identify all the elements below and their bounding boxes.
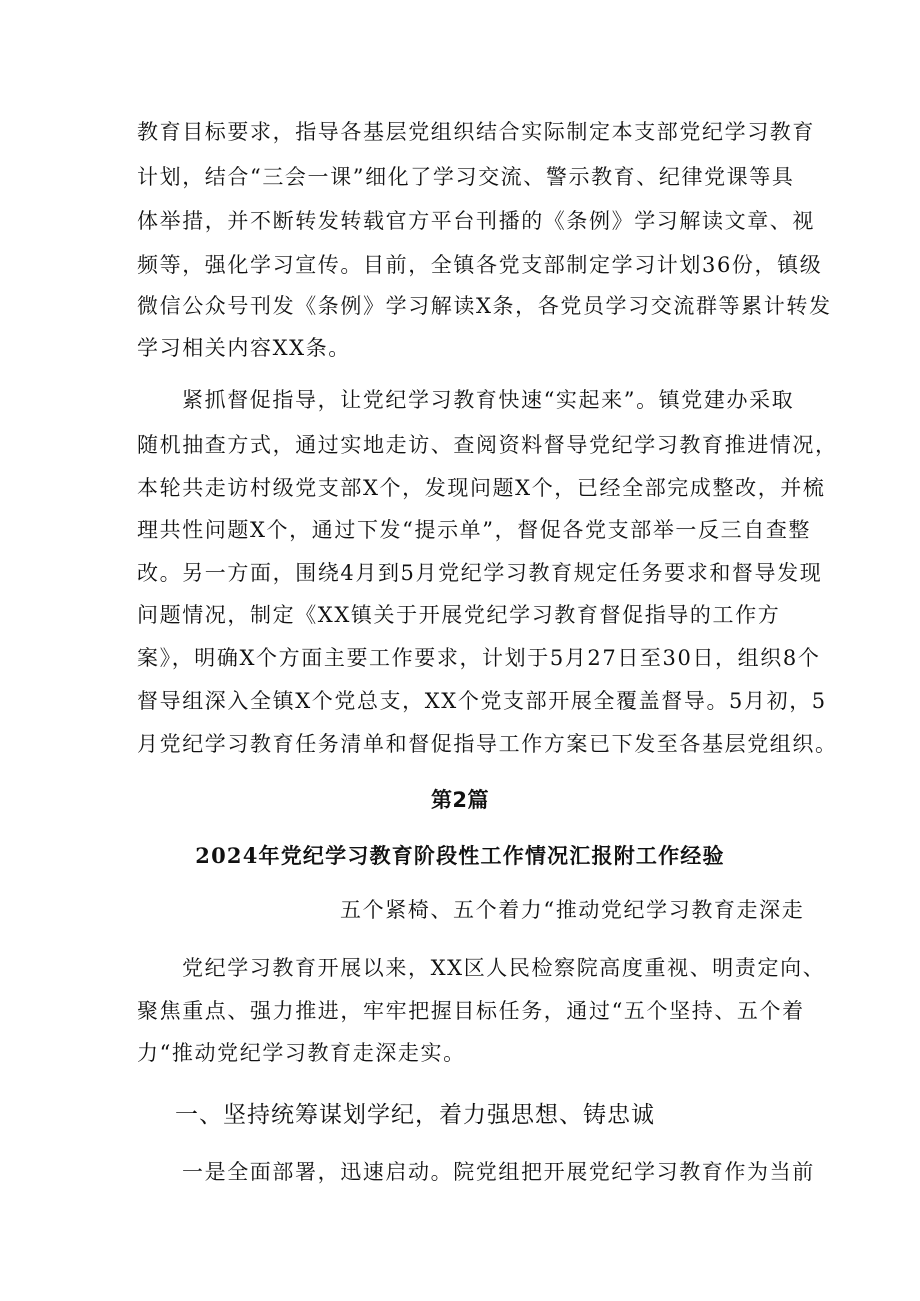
paragraph-line: 学习相关内容XX条。 — [137, 336, 351, 360]
paragraph-line: 紧抓督促指导，让党纪学习教育快速“实起来”。镇党建办采取 — [182, 388, 795, 412]
paragraph-line: 理共性问题X个，通过下发“提示单”，督促各党支部举一反三自查整 — [137, 518, 812, 542]
paragraph-line: 本轮共走访村级党支部X个，发现问题X个，已经全部完成整改，并梳 — [137, 476, 826, 500]
document-subtitle: 五个紧椅、五个着力“推动党纪学习教育走深走 — [340, 898, 805, 922]
paragraph-line: 改。另一方面，围绕4月到5月党纪学习教育规定任务要求和督导发现 — [137, 561, 823, 585]
paragraph-line: 频等，强化学习宣传。目前，全镇各党支部制定学习计划36份，镇级 — [137, 253, 823, 277]
paragraph-line: 问题情况，制定《XX镇关于开展党纪学习教育督促指导的工作方 — [137, 603, 781, 627]
paragraph-line: 督导组深入全镇X个党总支，XX个党支部开展全覆盖督导。5月初，5 — [137, 689, 827, 713]
paragraph-line: 聚焦重点、强力推进，牢牢把握目标任务，通过“五个坚持、五个着 — [137, 999, 805, 1023]
paragraph-line: 月党纪学习教育任务清单和督促指导工作方案已下发至各基层党组织。 — [137, 732, 838, 756]
paragraph-line: 力“推动党纪学习教育走深走实。 — [137, 1041, 466, 1065]
chapter-label: 第2篇 — [430, 788, 490, 812]
paragraph-line: 教育目标要求，指导各基层党组织结合实际制定本支部党纪学习教育 — [137, 120, 815, 144]
paragraph-line: 体举措，并不断转发转载官方平台刊播的《条例》学习解读文章、视 — [137, 209, 815, 233]
paragraph-line: 随机抽查方式，通过实地走访、查阅资料督导党纪学习教育推进情况， — [137, 433, 838, 457]
paragraph-line: 一是全面部署，迅速启动。院党组把开展党纪学习教育作为当前 — [182, 1160, 815, 1184]
document-title: 2024年党纪学习教育阶段性工作情况汇报附工作经验 — [195, 843, 725, 868]
paragraph-line: 微信公众号刊发《条例》学习解读X条，各党员学习交流群等累计转发 — [137, 294, 832, 318]
paragraph-line: 党纪学习教育开展以来，XX区人民检察院高度重视、明责定向、 — [182, 956, 826, 980]
paragraph-line: 计划，结合“三会一课”细化了学习交流、警示教育、纪律党课等具 — [137, 165, 795, 189]
section-heading-1: 一、坚持统筹谋划学纪，着力强思想、铸忠诚 — [175, 1102, 655, 1128]
paragraph-line: 案》，明确X个方面主要工作要求，计划于5月27日至30日，组织8个 — [137, 646, 821, 670]
